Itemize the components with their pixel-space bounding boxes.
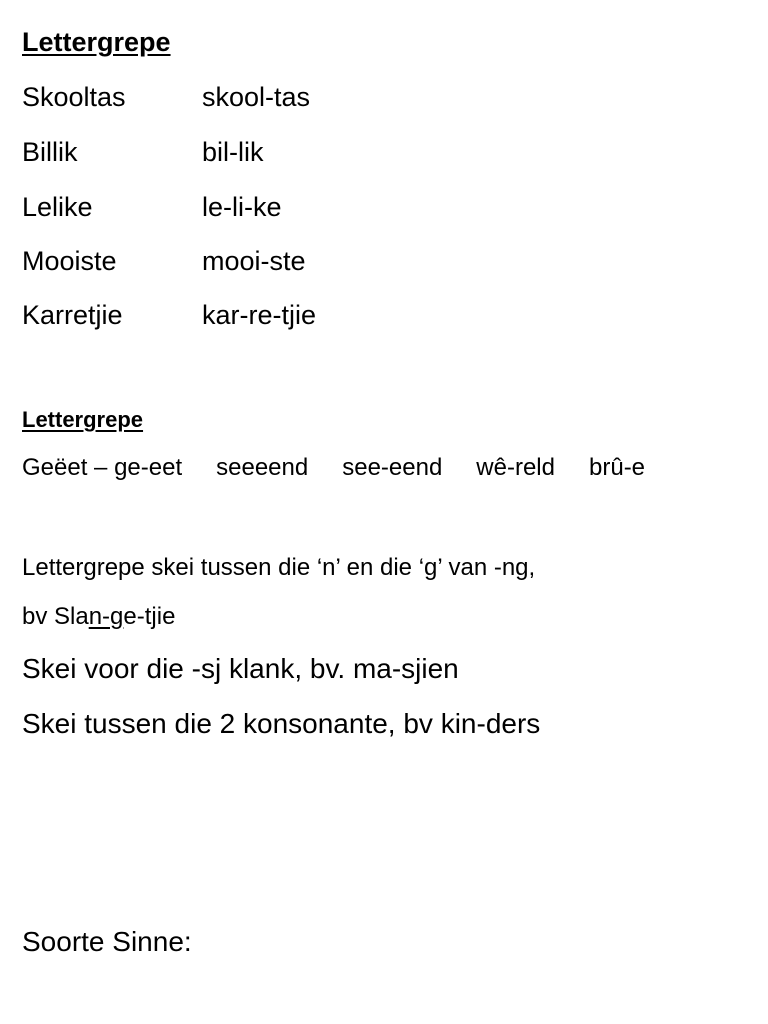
word-row bbox=[22, 194, 282, 221]
word: Skooltas bbox=[22, 82, 126, 112]
section-title-soorte-sinne: Soorte Sinne: bbox=[22, 926, 192, 957]
rule-sj: Skei voor die -sj klank, bv. ma-sjien bbox=[22, 653, 459, 684]
rule-consonant: Skei tussen die 2 konsonante, bv kin-ders bbox=[22, 708, 541, 739]
word-row bbox=[22, 248, 306, 275]
word: Mooiste bbox=[22, 246, 117, 276]
word-row bbox=[22, 139, 264, 166]
rule-ng: Lettergrepe skei tussen die ‘n’ en die ‘g’ van -ng, bbox=[22, 554, 536, 581]
rule-ng-example bbox=[22, 605, 175, 629]
word-syllables: skool-tas bbox=[202, 82, 311, 112]
syllable-examples bbox=[22, 456, 645, 480]
rule-ng-example-suffix: e-tjie bbox=[123, 603, 176, 630]
section-heading-lettergrepe: Lettergrepe bbox=[22, 27, 171, 57]
word-row bbox=[22, 84, 310, 111]
word-row bbox=[22, 302, 316, 329]
example-item: Geëet – ge-eet bbox=[22, 454, 183, 481]
rule-ng-example-underlined: n-g bbox=[88, 603, 124, 630]
example-item: brû-e bbox=[589, 454, 646, 481]
section-heading-lettergrepe-2: Lettergrepe bbox=[22, 407, 144, 432]
word-syllables: mooi-ste bbox=[202, 246, 306, 276]
example-item: see-eend bbox=[342, 454, 443, 481]
example-item: seeeend bbox=[216, 454, 309, 481]
word: Billik bbox=[22, 137, 78, 167]
word: Karretjie bbox=[22, 300, 123, 330]
word-syllables: le-li-ke bbox=[202, 192, 282, 222]
word: Lelike bbox=[22, 192, 93, 222]
example-item: wê-reld bbox=[476, 454, 555, 481]
word-syllables: bil-lik bbox=[202, 137, 264, 167]
word-syllables: kar-re-tjie bbox=[202, 300, 317, 330]
rule-ng-example-prefix: bv Sla bbox=[22, 603, 89, 630]
